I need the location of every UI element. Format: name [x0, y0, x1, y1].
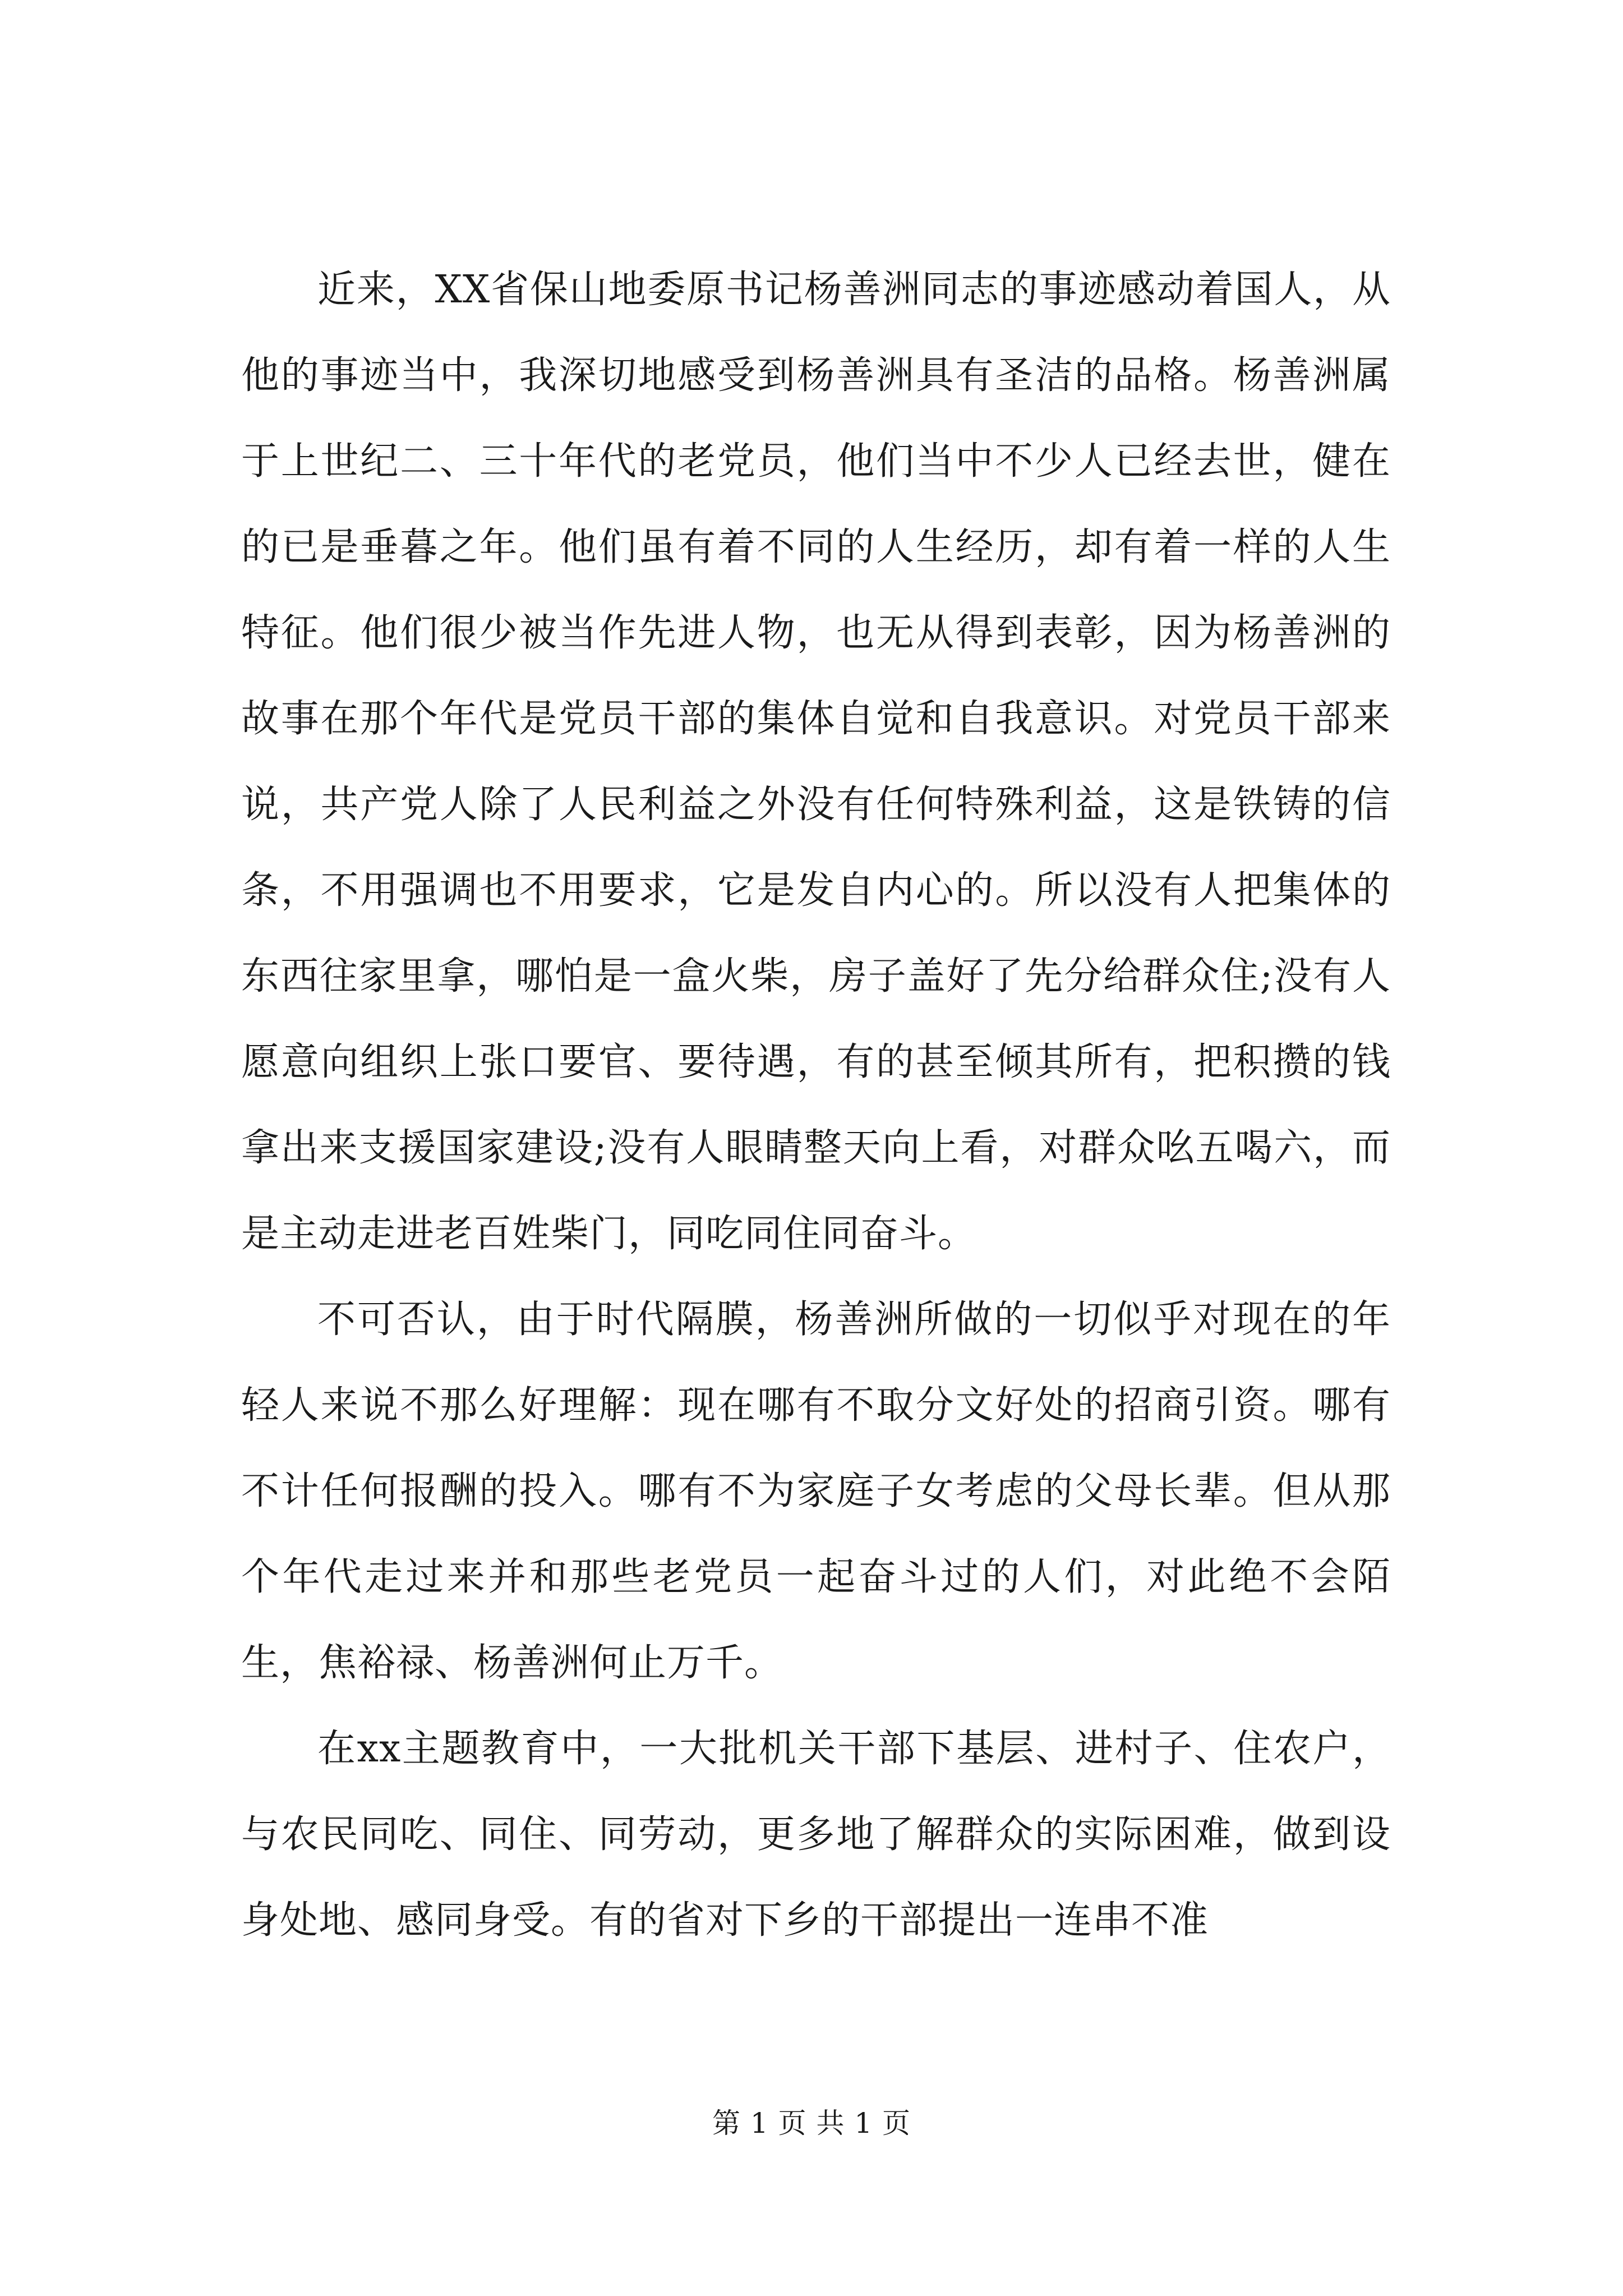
page-footer: 第 1 页 共 1 页 — [712, 2107, 911, 2139]
paragraph-1: 近来，XX省保山地委原书记杨善洲同志的事迹感动着国人，从他的事迹当中，我深切地感受到杨善洲具有圣洁的品格。杨善洲属于上世纪二、三十年代的老党员，他们当中不少人已经去世，健在的已是垂暮之年。他们虽有着不同的人生经历，却有着一样的人生特征。他们很少被当作先进人物，也无从得到表彰，因为杨善洲的故事在那个年代是党员干部的集体自觉和自我意识。对党员干部来说，共产党人除了人民利益之外没有任何特殊利益，这是铁铸的信条，不用强调也不用要求，它是发自内心的。所以没有人把集体的东西往家里拿，哪怕是一盒火柴，房子盖好了先分给群众住;没有人愿意向组织上张口要官、要待遇，有的甚至倾其所有，把积攒的钱拿出来支援国家建设;没有人眼睛整天向上看，对群众吆五喝六，而是主动走进老百姓柴门，同吃同住同奋斗。 — [241, 268, 1391, 1256]
paragraph-2: 不可否认，由于时代隔膜，杨善洲所做的一切似乎对现在的年轻人来说不那么好理解：现在哪有不取分文好处的招商引资。哪有不计任何报酬的投入。哪有不为家庭子女考虑的父母长辈。但从那个年代走过来并和那些老党员一起奋斗过的人们，对此绝不会陌生，焦裕禄、杨善洲何止万千。 — [241, 1297, 1391, 1685]
paragraph-3: 在xx主题教育中，一大批机关干部下基层、进村子、住农户，与农民同吃、同住、同劳动，更多地了解群众的实际困难，做到设身处地、感同身受。有的省对下乡的干部提出一连串不准 — [241, 1727, 1391, 1943]
document-body — [241, 247, 1391, 1963]
